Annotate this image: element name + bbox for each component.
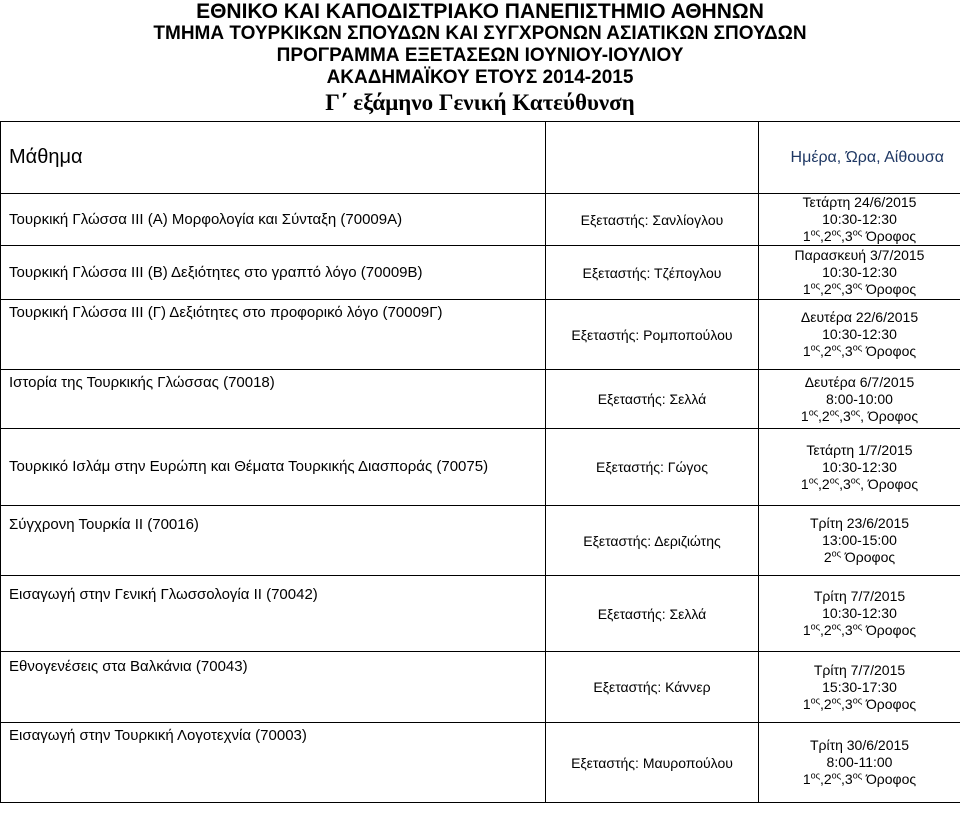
exam-room: $1^{o\varsigma},2^{o\varsigma},3^{o\varsigma}$, Όροφος <box>800 406 919 424</box>
exam-time: 10:30-12:30 <box>822 264 897 280</box>
course-cell: Τουρκική Γλώσσα ΙΙΙ (Α) Μορφολογία και Σύνταξη (70009Α) <box>1 194 546 246</box>
department-title: ΤΜΗΜΑ ΤΟΥΡΚΙΚΩΝ ΣΠΟΥΔΩΝ ΚΑΙ ΣΥΓΧΡΟΝΩΝ ΑΣΙΑΤΙΚΩΝ ΣΠΟΥΔΩΝ <box>153 23 807 44</box>
semester-title: Γ΄ εξάμηνο Γενική Κατεύθυνση <box>325 90 635 115</box>
examiner-cell: Εξεταστής: Μαυροπούλου <box>546 723 759 803</box>
exam-day: Δευτέρα 6/7/2015 <box>804 373 915 390</box>
table-row <box>1 723 960 803</box>
table-row <box>1 370 960 429</box>
exam-room: $1^{o\varsigma},2^{o\varsigma},3^{o\varsigma}$ Όροφος <box>802 621 917 638</box>
exam-room: $1^{o\varsigma},2^{o\varsigma},3^{o\varsigma}$ Όροφος <box>802 770 917 787</box>
exam-day: Τετάρτη 1/7/2015 <box>806 441 913 458</box>
table-row <box>1 300 960 370</box>
exam-schedule-table <box>0 121 960 803</box>
course-cell: Εισαγωγή στην Τουρκική Λογοτεχνία (70003) <box>1 723 546 803</box>
schedule-cell <box>759 194 960 246</box>
exam-time: 10:30-12:30 <box>822 605 897 621</box>
exam-time: 10:30-12:30 <box>822 211 897 227</box>
exam-room: $1^{o\varsigma},2^{o\varsigma},3^{o\varsigma}$, Όροφος <box>800 474 919 492</box>
column-header-course: Μάθημα <box>1 122 546 194</box>
examiner-cell: Εξεταστής: Ρομποπούλου <box>546 300 759 370</box>
table-row <box>1 429 960 506</box>
course-cell: Εισαγωγή στην Γενική Γλωσσολογία ΙΙ (70042) <box>1 576 546 652</box>
exam-time: 10:30-12:30 <box>822 326 897 342</box>
table-row <box>1 652 960 723</box>
course-cell: Τουρκικό Ισλάμ στην Ευρώπη και Θέματα Τουρκικής Διασποράς (70075) <box>1 429 546 506</box>
university-title: ΕΘΝΙΚΟ ΚΑΙ ΚΑΠΟΔΙΣΤΡΙΑΚΟ ΠΑΝΕΠΙΣΤΗΜΙΟ ΑΘΗΝΩΝ <box>196 0 764 23</box>
exam-time: 13:00-15:00 <box>822 532 897 548</box>
academic-year: ΑΚΑΔΗΜΑΪΚΟΥ ΕΤΟΥΣ 2014-2015 <box>326 67 634 88</box>
column-header-examiner <box>546 122 759 194</box>
exam-day: Τρίτη 23/6/2015 <box>809 515 910 531</box>
course-cell: Εθνογενέσεις στα Βαλκάνια (70043) <box>1 652 546 723</box>
schedule-cell <box>759 370 960 429</box>
examiner-cell: Εξεταστής: Τζέπογλου <box>546 246 759 300</box>
examiner-cell: Εξεταστής: Σανλίογλου <box>546 194 759 246</box>
exam-room: $1^{o\varsigma},2^{o\varsigma},3^{o\varsigma}$ Όροφος <box>802 694 917 712</box>
table-row <box>1 194 960 246</box>
document-header <box>0 0 960 117</box>
table-row <box>1 576 960 652</box>
examiner-cell: Εξεταστής: Κάννερ <box>546 652 759 723</box>
exam-day: Τετάρτη 24/6/2015 <box>802 194 917 210</box>
exam-time: 8:00-11:00 <box>826 754 893 770</box>
schedule-cell <box>759 506 960 576</box>
table-row <box>1 506 960 576</box>
exam-time: 8:00-10:00 <box>826 390 893 407</box>
course-cell: Ιστορία της Τουρκικής Γλώσσας (70018) <box>1 370 546 429</box>
exam-room: $2^{o\varsigma}$ Όροφος <box>823 548 896 565</box>
exam-day: Τρίτη 30/6/2015 <box>809 737 910 753</box>
course-cell: Τουρκική Γλώσσα ΙΙΙ (Γ) Δεξιότητες στο προφορικό λόγο (70009Γ) <box>1 300 546 370</box>
exam-room: $1^{o\varsigma},2^{o\varsigma},3^{o\varsigma}$ Όροφος <box>802 342 917 359</box>
exam-time: 15:30-17:30 <box>822 678 897 695</box>
exam-time: 10:30-12:30 <box>822 458 897 475</box>
schedule-cell <box>759 429 960 506</box>
schedule-cell <box>759 723 960 803</box>
examiner-cell: Εξεταστής: Σελλά <box>546 576 759 652</box>
exam-day: Τρίτη 7/7/2015 <box>813 588 906 604</box>
column-header-day-time-room: Ημέρα, Ώρα, Αίθουσα <box>759 122 960 194</box>
examiner-cell: Εξεταστής: Γώγος <box>546 429 759 506</box>
exam-day: Τρίτη 7/7/2015 <box>813 661 906 678</box>
schedule-cell <box>759 576 960 652</box>
exam-day: Δευτέρα 22/6/2015 <box>800 309 919 325</box>
schedule-cell <box>759 246 960 300</box>
course-cell: Τουρκική Γλώσσα ΙΙΙ (Β) Δεξιότητες στο γραπτό λόγο (70009Β) <box>1 246 546 300</box>
examiner-cell: Εξεταστής: Δεριζιώτης <box>546 506 759 576</box>
schedule-cell <box>759 300 960 370</box>
exam-room: $1^{o\varsigma},2^{o\varsigma},3^{o\varsigma}$ Όροφος <box>802 280 917 297</box>
exam-room: $1^{o\varsigma},2^{o\varsigma},3^{o\varsigma}$ Όροφος <box>802 227 917 244</box>
program-title: ΠΡΟΓΡΑΜΜΑ ΕΞΕΤΑΣΕΩΝ ΙΟΥΝΙΟΥ-ΙΟΥΛΙΟΥ <box>276 45 684 66</box>
exam-day: Παρασκευή 3/7/2015 <box>794 247 925 263</box>
table-row <box>1 246 960 300</box>
table-header-row <box>1 122 960 194</box>
examiner-cell: Εξεταστής: Σελλά <box>546 370 759 429</box>
course-cell: Σύγχρονη Τουρκία ΙΙ (70016) <box>1 506 546 576</box>
schedule-cell <box>759 652 960 723</box>
